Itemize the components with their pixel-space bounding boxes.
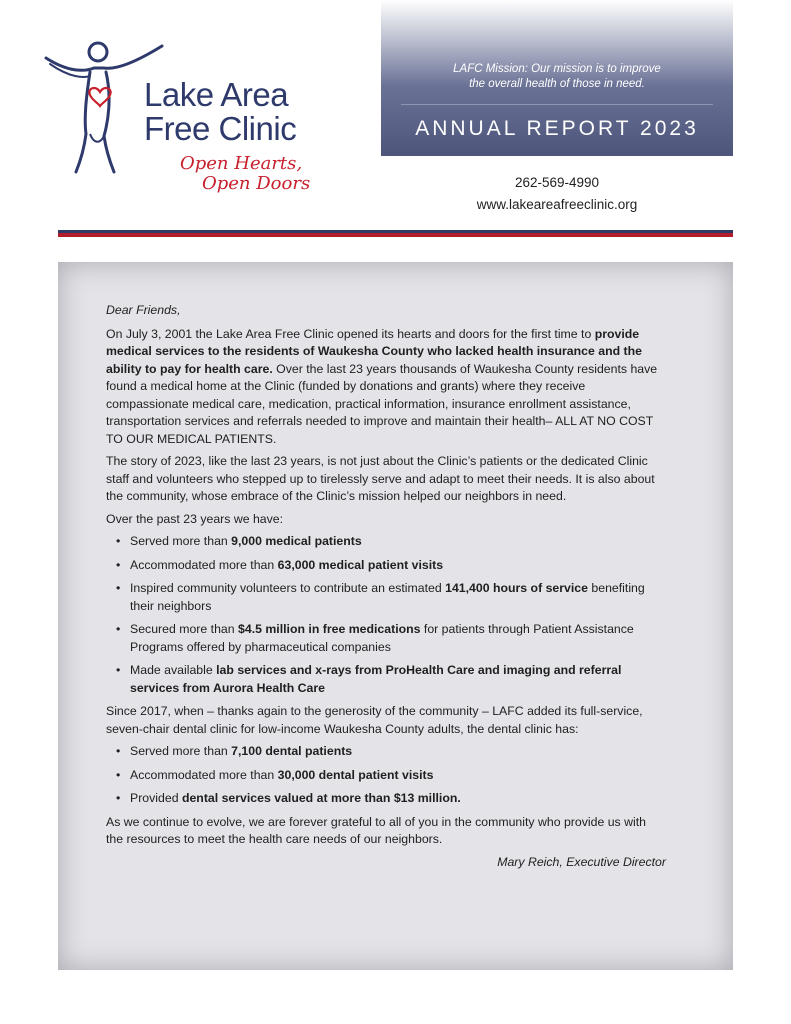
list-item	[106, 621, 666, 656]
list-item-text: benefiting their neighbors	[130, 581, 645, 613]
logo-name-line2: Free Clinic	[144, 110, 297, 147]
header-banner	[381, 0, 733, 156]
medical-achievements-list	[106, 533, 666, 697]
bullet: •	[116, 744, 121, 758]
phone-number[interactable]: 262-569-4990	[514, 175, 600, 190]
bullet: •	[116, 557, 121, 572]
logo-name-line1: Lake Area	[144, 76, 289, 113]
letter-body	[106, 302, 666, 876]
list-item	[106, 557, 666, 575]
list-item-bold: dental services valued at more than $13 million.	[181, 791, 461, 805]
list-item-text: Inspired community volunteers to contribute an estimated	[130, 581, 446, 595]
list-item	[106, 580, 666, 615]
intro-text-bold: provide medical services to the residents of Waukesha County who lacked health insurance and the ability to pay for health care.	[106, 326, 642, 376]
list-item	[106, 767, 666, 785]
intro-text-a: On July 3, 2001 the Lake Area Free Clinic opened its hearts and doors for the first time to	[106, 326, 595, 341]
list-item	[106, 743, 666, 761]
list-item	[106, 533, 666, 551]
list-item-bold: 7,100 dental patients	[231, 744, 353, 758]
website-link[interactable]: www.lakeareafreeclinic.org	[476, 197, 638, 212]
list-item-text: Served more than	[130, 744, 232, 758]
list-item-bold: lab services and x-rays from ProHealth Care and imaging and referral services from Aurora Health Care	[130, 663, 622, 695]
bullet: •	[116, 581, 121, 595]
paragraph-intro	[106, 326, 666, 449]
bullet: •	[116, 534, 121, 548]
list-item-text: Secured more than	[130, 622, 239, 636]
list-item	[106, 662, 666, 697]
report-title: ANNUAL REPORT 2023	[415, 117, 699, 140]
list-item-bold: 141,400 hours of service	[445, 581, 588, 595]
clinic-logo	[40, 38, 340, 208]
paragraph-closing: As we continue to evolve, we are forever grateful to all of you in the community who provide us with the resources to meet the health care needs of our neighbors.	[106, 814, 646, 846]
intro-text-b: Over the last 23 years thousands of Waukesha County residents have found a medical home at the Clinic (funded by donations and grants) where they receive compassionate medical care, medication, practical information, insurance enrollment assistance, transportation services and referrals needed to improve and maintain their health– ALL AT NO COST TO OUR MEDICAL PATIENTS.	[106, 361, 658, 446]
list-item-text: Served more than	[130, 534, 232, 548]
list-item-bold: 63,000 medical patient visits	[277, 557, 444, 572]
mission-line1: LAFC Mission: Our mission is to improve	[453, 63, 661, 75]
mission-line2: the overall health of those in need.	[469, 78, 645, 90]
bullet: •	[116, 663, 121, 677]
list-item-bold: $4.5 million in free medications	[238, 622, 421, 636]
list-item-text: Accommodated more than	[130, 557, 278, 572]
list-item-text: Accommodated more than	[130, 767, 278, 782]
banner-divider	[401, 104, 713, 105]
contact-info	[381, 172, 733, 216]
list-item	[106, 790, 666, 808]
signature: Mary Reich, Executive Director	[497, 854, 666, 869]
list-item-text: for patients through Patient Assistance Programs offered by pharmaceutical companies	[130, 622, 634, 654]
logo-name	[144, 78, 296, 146]
list-item-bold: 9,000 medical patients	[231, 534, 362, 548]
list-item-text: Provided	[130, 791, 182, 805]
paragraph-story: The story of 2023, like the last 23 years, is not just about the Clinic’s patients or the dedicated Clinic staff and volunteers who stepped up to tirelessly serve and adapt to meet their needs. It is also about the community, whose embrace of the Clinic’s mission helped our neighbors in need.	[106, 454, 655, 503]
list-item-text: Made available	[130, 663, 217, 677]
greeting: Dear Friends,	[106, 303, 181, 317]
list-item-bold: 30,000 dental patient visits	[277, 767, 434, 782]
paragraph-list-intro: Over the past 23 years we have:	[106, 511, 284, 526]
logo-tagline	[180, 154, 340, 194]
logo-tagline-line2: Open Doors	[202, 173, 311, 194]
bullet: •	[116, 622, 121, 636]
paragraph-dental-intro: Since 2017, when – thanks again to the generosity of the community – LAFC added its full-service, seven-chair dental clinic for low-income Waukesha County adults, the dental clinic has:	[106, 704, 643, 736]
logo-tagline-line1: Open Hearts,	[180, 153, 303, 174]
bullet: •	[116, 791, 121, 805]
mission-statement	[381, 62, 733, 92]
header-divider-red	[58, 233, 733, 237]
bullet: •	[116, 767, 121, 782]
dental-achievements-list	[106, 743, 666, 808]
letter-panel	[58, 262, 733, 970]
